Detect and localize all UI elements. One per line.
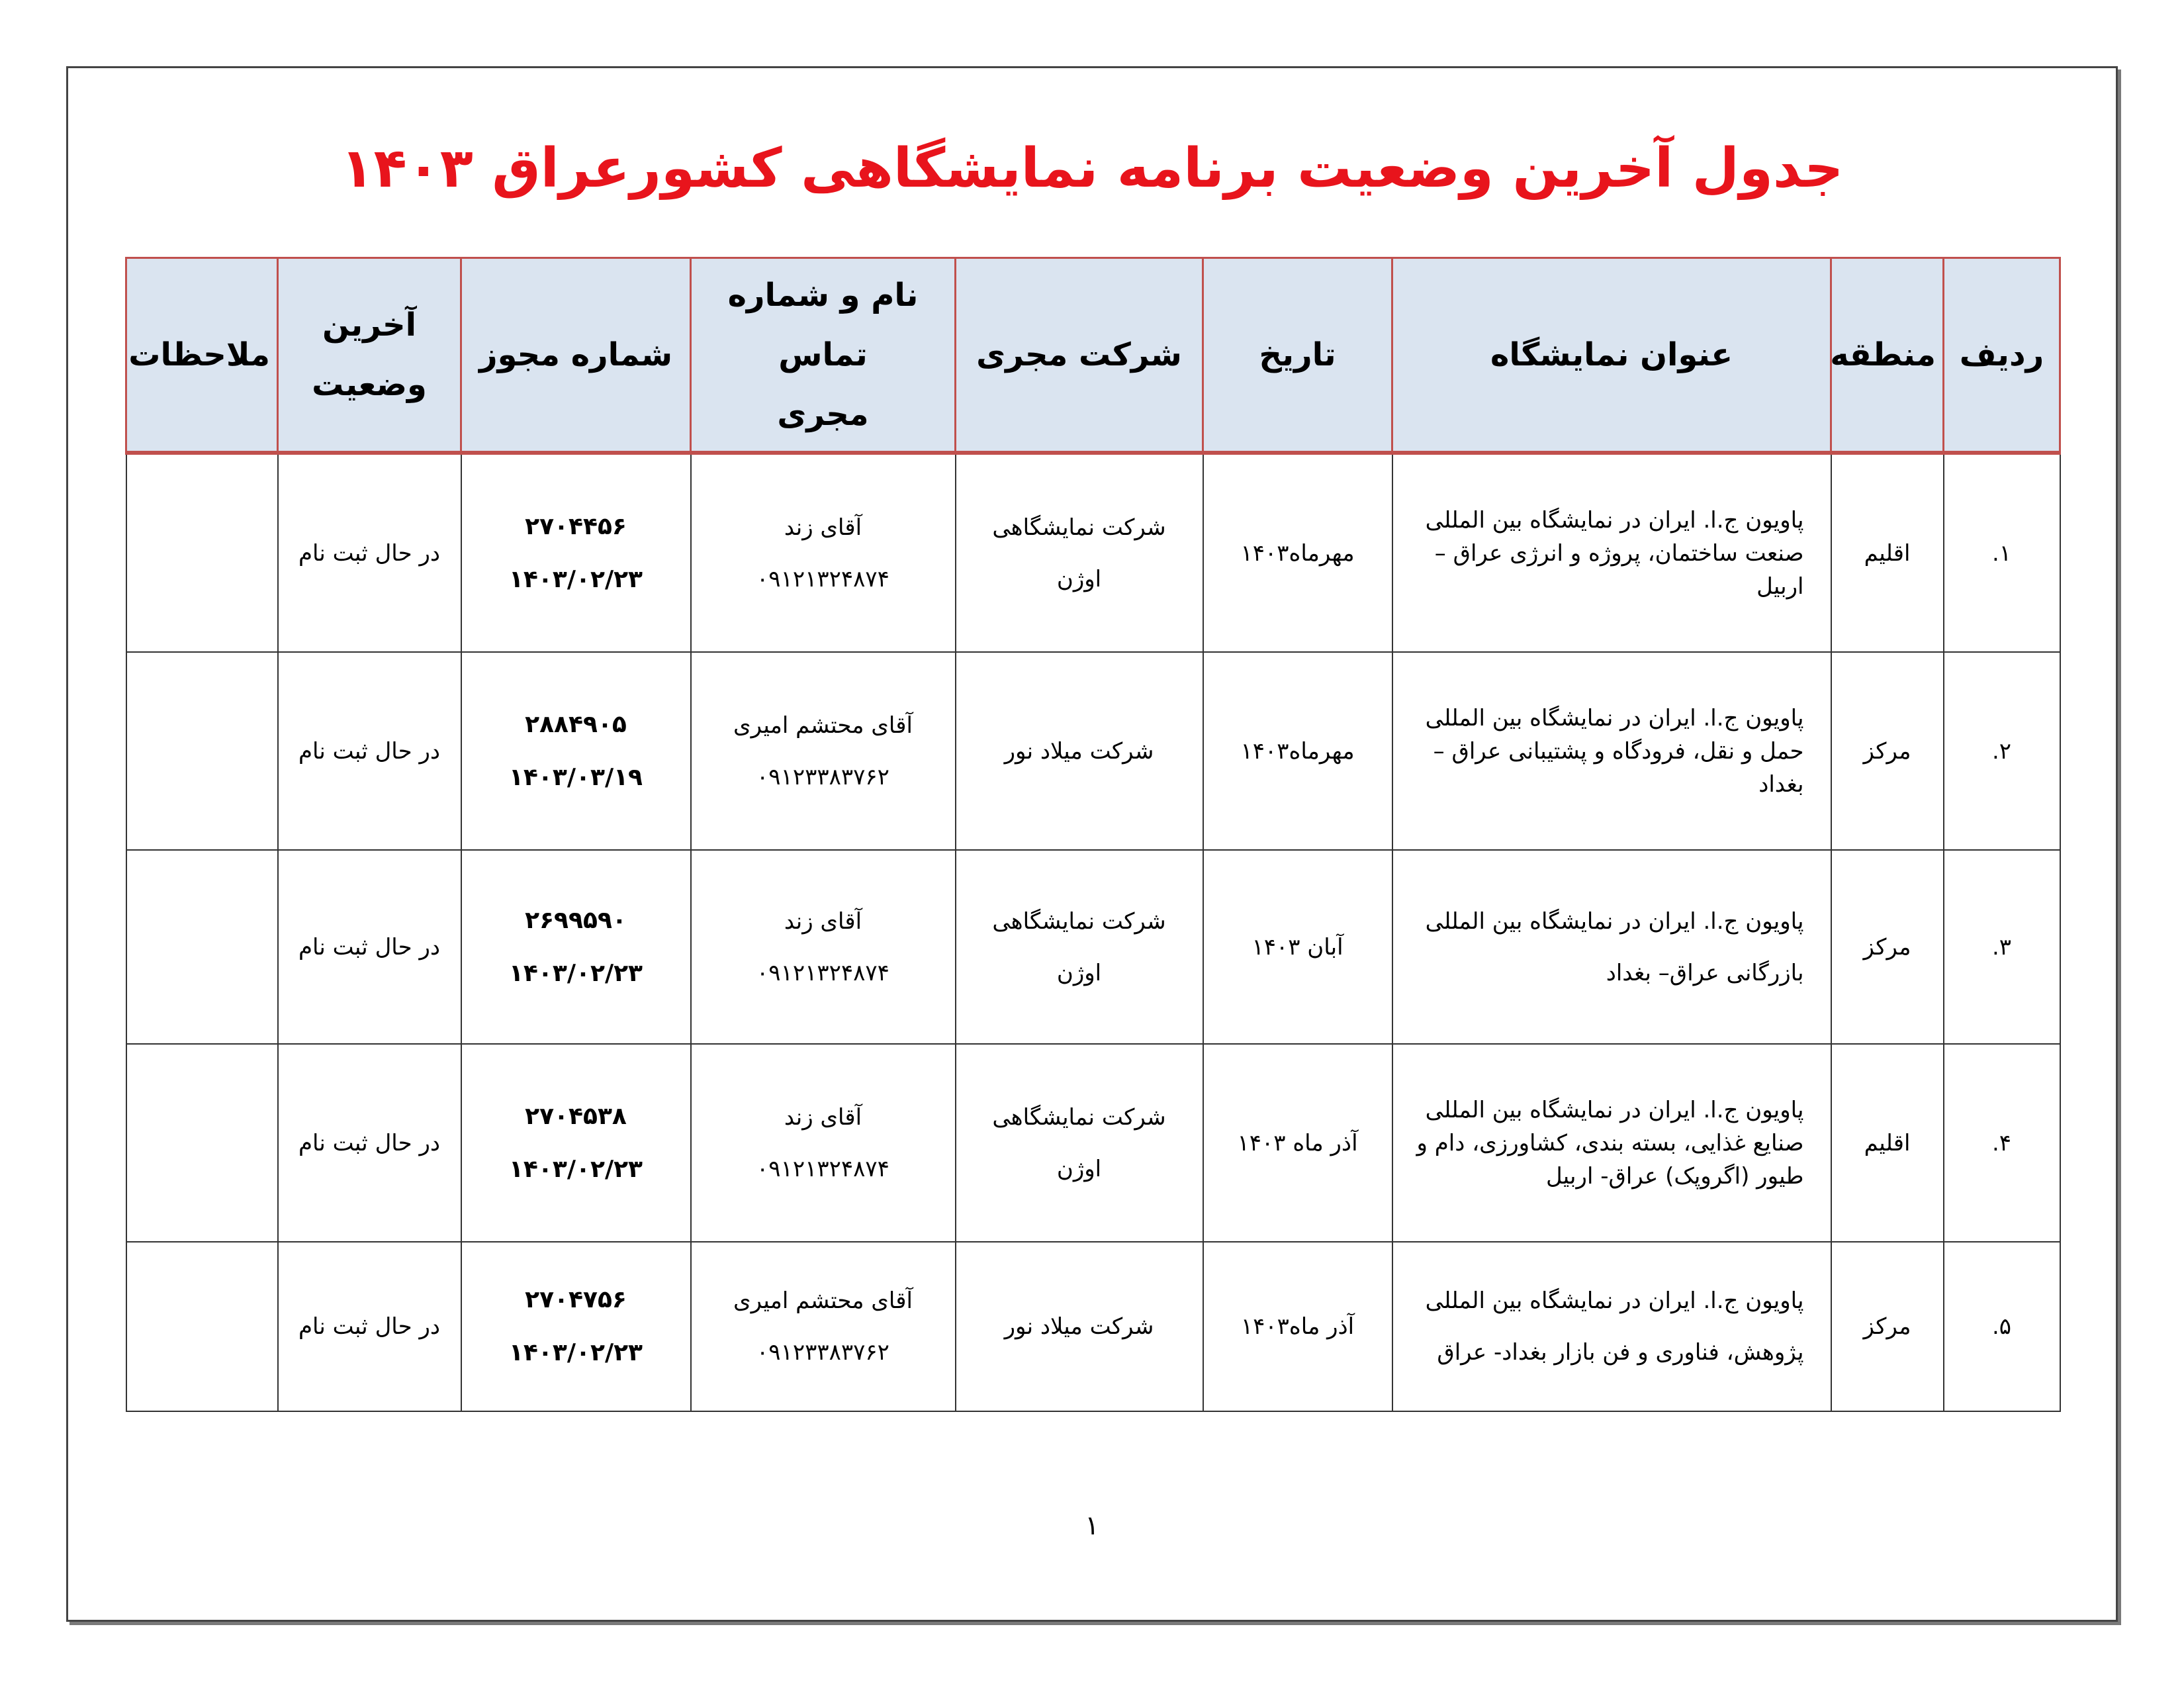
- cell-tamas: [691, 1242, 956, 1411]
- mojavez-number: ۲۸۸۴۹۰۵: [525, 710, 627, 738]
- table-row: [126, 1242, 2060, 1411]
- mojavez-number: ۲۷۰۴۴۵۶: [525, 512, 627, 540]
- tamas-phone: ۰۹۱۲۱۳۲۴۸۷۴: [756, 565, 889, 592]
- sherkat-line: شرکت میلاد نور: [1004, 1313, 1154, 1340]
- tamas-name: آقای زند: [784, 514, 862, 541]
- sherkat-line: شرکت میلاد نور: [1004, 737, 1154, 765]
- cell-mojavez: [461, 453, 691, 652]
- document-title: جدول آخرین وضعیت برنامه نمایشگاهی کشورعراق ۱۴۰۳: [340, 137, 1844, 200]
- cell-sherkat: [956, 453, 1203, 652]
- onvan-line: اربیل: [1756, 573, 1804, 600]
- cell-onvan: [1392, 850, 1831, 1044]
- onvan-line: طیور (اگروپک) عراق- اربیل: [1546, 1162, 1804, 1190]
- onvan-line: بازرگانی عراق– بغداد: [1606, 959, 1804, 986]
- cell-molahezat: [126, 1242, 278, 1411]
- cell-mojavez: [461, 1242, 691, 1411]
- tamas-name: آقای محتشم امیری: [733, 1288, 913, 1315]
- onvan-line: بغداد: [1758, 771, 1804, 798]
- page-number: ۱: [1085, 1511, 1099, 1541]
- cell-mantaghe: اقلیم: [1831, 1044, 1944, 1242]
- onvan-line: صنعت ساختمان، پروژه و انرژی عراق –: [1434, 539, 1804, 567]
- mojavez-date: ۱۴۰۳/۰۲/۲۳: [508, 565, 643, 593]
- cell-mantaghe: اقلیم: [1831, 453, 1944, 652]
- table-row: [126, 453, 2060, 652]
- header-onvan: عنوان نمایشگاه: [1392, 258, 1831, 453]
- cell-vaziat: در حال ثبت نام: [278, 652, 461, 850]
- cell-tamas: [691, 453, 956, 652]
- table-header-row: [126, 258, 2060, 453]
- tamas-name: آقای زند: [784, 908, 862, 935]
- header-vaziat: [278, 258, 461, 453]
- cell-vaziat: در حال ثبت نام: [278, 453, 461, 652]
- onvan-line: حمل و نقل، فرودگاه و پشتیبانی عراق –: [1433, 737, 1804, 765]
- cell-tarikh: آبان ۱۴۰۳: [1203, 850, 1392, 1044]
- header-mojavez: شماره مجوز: [461, 258, 691, 453]
- onvan-line: پاویون ج.ا. ایران در نمایشگاه بین المللی: [1425, 704, 1804, 731]
- sherkat-line: اوژن: [1056, 959, 1102, 986]
- cell-tamas: [691, 1044, 956, 1242]
- header-radif: ردیف: [1944, 258, 2060, 453]
- cell-molahezat: [126, 652, 278, 850]
- cell-mojavez: [461, 850, 691, 1044]
- cell-onvan: [1392, 652, 1831, 850]
- table-row: [126, 1044, 2060, 1242]
- header-molahezat: ملاحظات: [126, 258, 278, 453]
- cell-tamas: [691, 652, 956, 850]
- cell-tarikh: آذر ماه۱۴۰۳: [1203, 1242, 1392, 1411]
- cell-onvan: [1392, 453, 1831, 652]
- cell-radif: ۲.: [1944, 652, 2060, 850]
- cell-radif: ۴.: [1944, 1044, 2060, 1242]
- cell-vaziat: در حال ثبت نام: [278, 850, 461, 1044]
- onvan-line: پاویون ج.ا. ایران در نمایشگاه بین المللی: [1425, 1288, 1804, 1315]
- onvan-line: پاویون ج.ا. ایران در نمایشگاه بین المللی: [1425, 908, 1804, 935]
- cell-vaziat: در حال ثبت نام: [278, 1242, 461, 1411]
- onvan-line: پاویون ج.ا. ایران در نمایشگاه بین المللی: [1425, 1096, 1804, 1123]
- cell-radif: ۵.: [1944, 1242, 2060, 1411]
- cell-molahezat: [126, 850, 278, 1044]
- table-row: [126, 652, 2060, 850]
- header-tamas-line-1: نام و شماره تماس: [727, 277, 919, 373]
- tamas-phone: ۰۹۱۲۱۳۲۴۸۷۴: [756, 1155, 889, 1182]
- header-tamas-line-2: مجری: [777, 396, 869, 433]
- header-mantaghe: منطقه: [1831, 258, 1944, 453]
- sherkat-line: اوژن: [1056, 1155, 1102, 1182]
- cell-sherkat: [956, 652, 1203, 850]
- cell-mantaghe: مرکز: [1831, 1242, 1944, 1411]
- cell-tarikh: مهرماه۱۴۰۳: [1203, 453, 1392, 652]
- cell-mojavez: [461, 1044, 691, 1242]
- sherkat-line: اوژن: [1056, 565, 1102, 592]
- mojavez-number: ۲۷۰۴۷۵۶: [525, 1286, 627, 1314]
- mojavez-number: ۲۷۰۴۵۳۸: [525, 1102, 627, 1130]
- onvan-line: پژوهش، فناوری و فن بازار بغداد- عراق: [1437, 1339, 1804, 1366]
- cell-sherkat: [956, 1242, 1203, 1411]
- cell-vaziat: در حال ثبت نام: [278, 1044, 461, 1242]
- sherkat-line: شرکت نمایشگاهی: [992, 514, 1166, 541]
- tamas-phone: ۰۹۱۲۱۳۲۴۸۷۴: [756, 959, 889, 986]
- mojavez-date: ۱۴۰۳/۰۳/۱۹: [508, 763, 643, 791]
- tamas-phone: ۰۹۱۲۳۳۸۳۷۶۲: [756, 1339, 889, 1366]
- exhibition-table: [125, 257, 2061, 1412]
- cell-radif: ۳.: [1944, 850, 2060, 1044]
- cell-molahezat: [126, 453, 278, 652]
- tamas-name: آقای زند: [784, 1103, 862, 1131]
- cell-mojavez: [461, 652, 691, 850]
- header-tarikh: تاریخ: [1203, 258, 1392, 453]
- header-vaziat-line-2: وضعیت: [312, 366, 427, 403]
- mojavez-date: ۱۴۰۳/۰۲/۲۳: [508, 1155, 643, 1183]
- mojavez-date: ۱۴۰۳/۰۲/۲۳: [508, 959, 643, 987]
- cell-tarikh: مهرماه۱۴۰۳: [1203, 652, 1392, 850]
- sherkat-line: شرکت نمایشگاهی: [992, 908, 1166, 935]
- cell-sherkat: [956, 1044, 1203, 1242]
- table-row: [126, 850, 2060, 1044]
- onvan-line: پاویون ج.ا. ایران در نمایشگاه بین المللی: [1425, 506, 1804, 534]
- cell-molahezat: [126, 1044, 278, 1242]
- cell-onvan: [1392, 1242, 1831, 1411]
- header-vaziat-line-1: آخرین: [322, 306, 417, 344]
- cell-mantaghe: مرکز: [1831, 850, 1944, 1044]
- cell-radif: ۱.: [1944, 453, 2060, 652]
- tamas-name: آقای محتشم امیری: [733, 712, 913, 739]
- onvan-line: صنایع غذایی، بسته بندی، کشاورزی، دام و: [1416, 1129, 1804, 1156]
- tamas-phone: ۰۹۱۲۳۳۸۳۷۶۲: [756, 763, 889, 790]
- header-tamas: [691, 258, 956, 453]
- header-sherkat: شرکت مجری: [956, 258, 1203, 453]
- cell-mantaghe: مرکز: [1831, 652, 1944, 850]
- cell-sherkat: [956, 850, 1203, 1044]
- cell-tarikh: آذر ماه ۱۴۰۳: [1203, 1044, 1392, 1242]
- cell-tamas: [691, 850, 956, 1044]
- mojavez-number: ۲۶۹۹۵۹۰: [525, 906, 627, 934]
- cell-onvan: [1392, 1044, 1831, 1242]
- mojavez-date: ۱۴۰۳/۰۲/۲۳: [508, 1339, 643, 1367]
- sherkat-line: شرکت نمایشگاهی: [992, 1103, 1166, 1131]
